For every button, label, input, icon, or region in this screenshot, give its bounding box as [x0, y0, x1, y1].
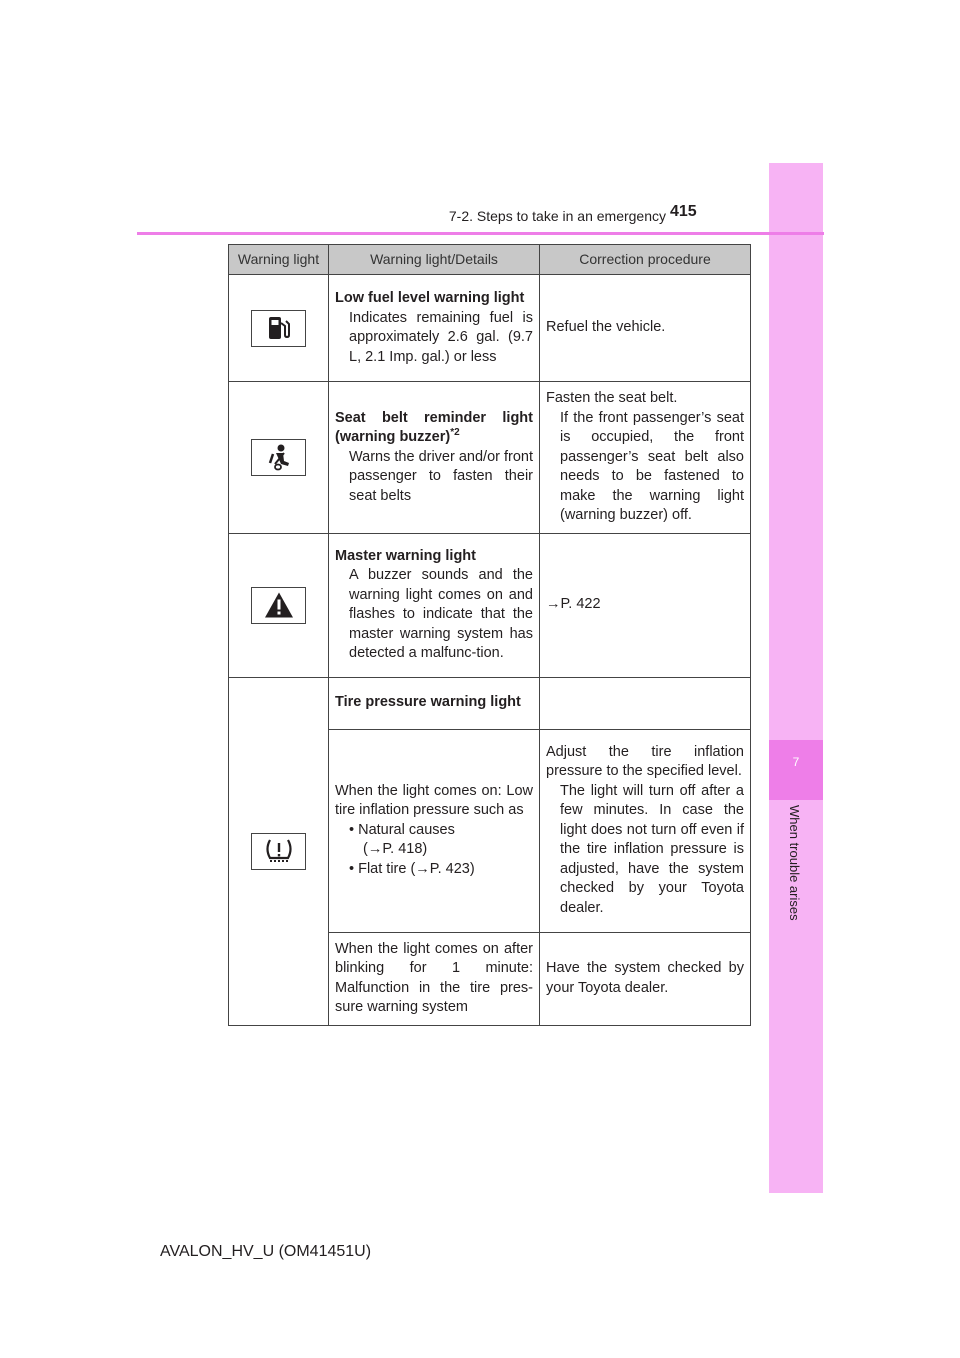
correction-text: Fasten the seat belt.: [546, 390, 678, 406]
correction-cell: [540, 729, 751, 932]
icon-cell: [229, 533, 329, 677]
tire-pressure-icon: [251, 833, 306, 870]
correction-cell: [540, 932, 751, 1025]
light-detail: When the light comes on: Low tire inflation pressure such as: [335, 782, 533, 819]
light-title: Low fuel level warning light: [335, 290, 525, 306]
correction-cell: [540, 275, 751, 382]
correction-detail: The light will turn off after a few minutes. In case the light does not turn off even if the tire inflation pressure is adjusted, have the system checked by your Toyota dealer.: [560, 782, 744, 916]
chapter-number: 7: [792, 755, 800, 769]
bullet-item: • Flat tire (→P. 423): [349, 860, 475, 877]
details-cell: [329, 275, 540, 382]
light-detail: A buzzer sounds and the warning light comes on and flashes to indicate that the master warning system has detected a malfunc-tion.: [349, 567, 533, 661]
table-row-master: [229, 533, 751, 677]
correction-text: Refuel the vehicle.: [546, 319, 666, 336]
table-header-row: [229, 245, 751, 275]
table-row-seatbelt: [229, 382, 751, 534]
column-header-correction: Correction procedure: [540, 245, 751, 275]
table-row-tire-title: [229, 677, 751, 729]
chapter-side-tab: [769, 163, 823, 1193]
light-detail: When the light comes on after blinking for 1 minute: Malfunction in the tire pres-sure warning system: [335, 940, 533, 1015]
icon-cell: [229, 677, 329, 1025]
details-cell: [329, 533, 540, 677]
icon-cell: [229, 382, 329, 534]
header-rule: [137, 232, 824, 235]
light-title: [335, 409, 533, 448]
page-number: 415: [670, 203, 697, 220]
correction-text: →P. 422: [546, 596, 601, 613]
correction-cell: [540, 382, 751, 534]
footnote-marker: *2: [450, 427, 460, 439]
seatbelt-icon: [251, 439, 306, 476]
table-row-fuel: [229, 275, 751, 382]
details-cell: [329, 729, 540, 932]
warning-lights-table: [228, 244, 751, 1026]
correction-detail: If the front passenger’s seat is occupied, the front passenger’s seat belt also needs to be fastened to make the warning light (warning buzzer) off.: [560, 409, 744, 523]
fuel-pump-icon: [251, 310, 306, 347]
master-warning-icon: [251, 587, 306, 624]
light-title: Master warning light: [335, 547, 476, 564]
column-header-warning-light: Warning light: [229, 245, 329, 275]
details-cell: [329, 932, 540, 1025]
light-detail: Warns the driver and/or front passenger to fasten their seat belts: [349, 448, 534, 504]
chapter-tab-active: [769, 740, 823, 800]
page-reference: (→P. 418): [363, 841, 428, 858]
correction-text: Adjust the tire inflation pressure to the specified level.: [546, 743, 744, 780]
column-header-details: Warning light/Details: [329, 245, 540, 275]
correction-cell: [540, 533, 751, 677]
details-cell: [329, 677, 540, 729]
correction-text: Have the system checked by your Toyota dealer.: [546, 960, 744, 996]
light-detail: Indicates remaining fuel is approximately 2.6 gal. (9.7 L, 2.1 Imp. gal.) or less: [349, 309, 533, 365]
correction-cell-empty: [540, 677, 751, 729]
section-title: 7-2. Steps to take in an emergency: [448, 208, 666, 224]
bullet-item: • Natural causes: [349, 821, 455, 838]
document-code: AVALON_HV_U (OM41451U): [160, 1243, 372, 1260]
details-cell: [329, 382, 540, 534]
chapter-label: When trouble arises: [787, 805, 802, 921]
icon-cell: [229, 275, 329, 382]
light-title: Tire pressure warning light: [335, 694, 521, 711]
light-title-text: Seat belt reminder light (warning buzzer): [335, 409, 533, 445]
